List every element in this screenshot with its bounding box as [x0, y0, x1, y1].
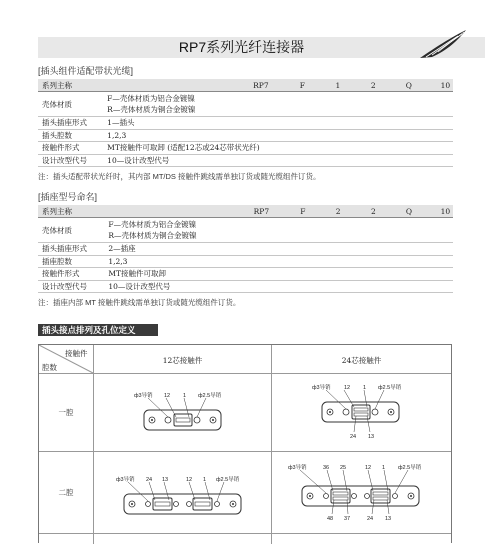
svg-text:1: 1 [382, 465, 386, 471]
svg-text:12: 12 [365, 465, 372, 471]
svg-text:1: 1 [363, 385, 367, 391]
section1-note: 注：插头适配带状光纤时，其内部 MT/DS 接触件跳线需单独订货或随光缆组件订货。 [38, 172, 321, 181]
table-header-row: 系列主称 RP7 F 2 2 Q 10 [38, 205, 453, 218]
svg-text:ф2.5导销: ф2.5导销 [378, 385, 402, 391]
svg-text:ф2.5导销: ф2.5导销 [398, 465, 422, 471]
svg-text:24: 24 [350, 434, 357, 440]
svg-text:ф2.5导销: ф2.5导销 [198, 393, 222, 399]
code-form: 1 [331, 79, 344, 92]
diagram-12-two-cavity [94, 452, 271, 533]
svg-text:12: 12 [344, 385, 351, 391]
svg-text:ф3导销: ф3导销 [288, 465, 307, 471]
svg-text:ф3导销: ф3导销 [312, 385, 331, 391]
diagram-12-one-cavity [94, 374, 271, 451]
svg-text:24: 24 [367, 516, 374, 522]
page-title: RP7系列光纤连接器 [178, 39, 305, 55]
svg-text:13: 13 [162, 477, 169, 483]
svg-text:25: 25 [340, 465, 347, 471]
corner-top-label: 接触件 [65, 349, 88, 358]
svg-text:37: 37 [344, 516, 351, 522]
svg-text:13: 13 [368, 434, 375, 440]
code-cavities: 2 [367, 79, 380, 92]
svg-text:ф2.5导销: ф2.5导销 [216, 477, 240, 483]
diagram-24-two-cavity [272, 452, 451, 533]
row-label-two-cavity: 二腔 [58, 488, 74, 497]
table-row: 接触件形式 MT接触件可取卸 [38, 268, 453, 281]
plug-code-table [38, 79, 453, 167]
section2-label: [插座型号命名] [38, 192, 98, 202]
table-header-row [38, 79, 453, 92]
svg-text:ф3导销: ф3导销 [134, 393, 153, 399]
col-header-12: 12芯接触件 [162, 356, 203, 365]
brand-feather-icon [418, 28, 468, 60]
table-row: 壳体材质 F—壳体材质为铝合金镀镍 R—壳体材质为铜合金镀镍 [38, 92, 453, 117]
table-row: 插头插座形式 1—插头 [38, 117, 453, 130]
section1-label: [插头组件适配带状光缆] [38, 66, 134, 76]
table-row: 设计改型代号 10—设计改型代号 [38, 154, 453, 167]
row-label-one-cavity: 一腔 [58, 408, 74, 417]
svg-text:13: 13 [385, 516, 392, 522]
section3-heading: 插头接点排列及孔位定义 [38, 324, 158, 336]
code-material: F [296, 79, 309, 92]
table-row: 插头插座形式 2—插座 [38, 243, 453, 256]
contact-layout-grid [38, 344, 452, 543]
svg-text:48: 48 [327, 516, 334, 522]
section2-note: 注：插座内部 MT 接触件跳线需单独订货或随光缆组件订货。 [38, 298, 241, 307]
corner-bottom-label: 腔数 [42, 363, 57, 372]
table-row: 壳体材质 F—壳体材质为铝合金镀镍 R—壳体材质为铜合金镀镍 [38, 218, 453, 243]
table-row: 设计改型代号 10—设计改型代号 [38, 280, 453, 293]
code-series: RP7 [248, 79, 273, 92]
receptacle-code-table [38, 205, 453, 293]
diagram-24-one-cavity [272, 374, 451, 451]
svg-text:24: 24 [146, 477, 153, 483]
svg-text:ф3导销: ф3导销 [116, 477, 135, 483]
svg-text:12: 12 [164, 393, 171, 399]
table-row: 插座腔数 1,2,3 [38, 255, 453, 268]
col-header-24: 24芯接触件 [341, 356, 382, 365]
svg-text:1: 1 [183, 393, 187, 399]
code-design: 10 [438, 79, 453, 92]
svg-text:12: 12 [186, 477, 193, 483]
header-name: 系列主称 [38, 79, 103, 92]
table-row: 插头腔数 1,2,3 [38, 129, 453, 142]
svg-text:1: 1 [203, 477, 207, 483]
code-contact: Q [402, 79, 416, 92]
svg-text:36: 36 [323, 465, 330, 471]
table-row: 接触件形式 MT接触件可取卸 (适配12芯或24芯带状光纤) [38, 142, 453, 155]
